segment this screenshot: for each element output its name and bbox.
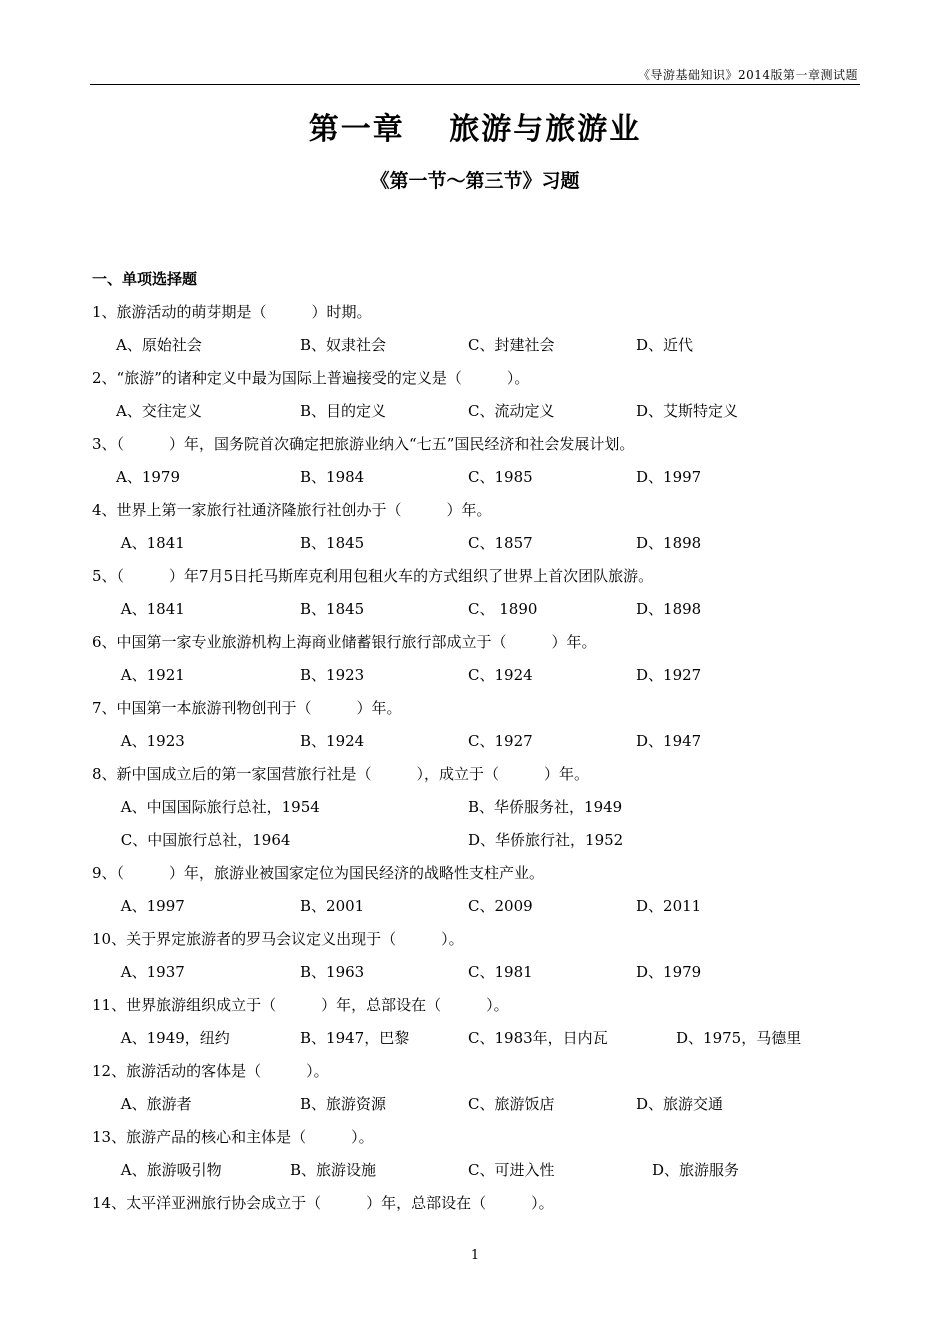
question-stem: 9、（ ）年，旅游业被国家定位为国民经济的战略性支柱产业。 xyxy=(92,864,545,882)
answer-option: C、流动定义 xyxy=(468,402,555,420)
answer-option: C、1924 xyxy=(468,666,533,684)
answer-option: D、1975，马德里 xyxy=(676,1029,802,1047)
answer-option: A、原始社会 xyxy=(116,336,202,354)
answer-option: D、旅游交通 xyxy=(636,1095,724,1113)
answer-option: B、1845 xyxy=(300,534,365,552)
option-row xyxy=(92,593,862,626)
answer-option: A、旅游者 xyxy=(116,1095,192,1113)
question-stem: 11、世界旅游组织成立于（ ）年，总部设在（ ）。 xyxy=(92,996,509,1014)
answer-option: B、目的定义 xyxy=(300,402,387,420)
option-row xyxy=(92,890,862,923)
question-item xyxy=(92,560,862,626)
answer-option: B、2001 xyxy=(300,897,365,915)
answer-option: B、奴隶社会 xyxy=(300,336,387,354)
option-row xyxy=(92,461,862,494)
question-item xyxy=(92,1055,862,1121)
question-stem: 4、世界上第一家旅行社通济隆旅行社创办于（ ）年。 xyxy=(92,501,492,519)
answer-option: B、旅游资源 xyxy=(300,1095,387,1113)
answer-option: D、1898 xyxy=(636,534,702,552)
question-item xyxy=(92,1121,862,1187)
question-item xyxy=(92,857,862,923)
running-header: 《导游基础知识》2014版第一章测试题 xyxy=(637,68,858,82)
option-row xyxy=(92,725,862,758)
answer-option: D、1979 xyxy=(636,963,702,981)
answer-option: D、1947 xyxy=(636,732,702,750)
answer-option: C、中国旅行总社，1964 xyxy=(116,831,291,849)
answer-option: B、1984 xyxy=(300,468,365,486)
part-heading: 一、单项选择题 xyxy=(92,270,198,288)
question-item xyxy=(92,1187,862,1220)
answer-option: C、 1890 xyxy=(468,600,538,618)
question-item xyxy=(92,296,862,362)
answer-option: A、1923 xyxy=(116,732,185,750)
answer-option: C、1981 xyxy=(468,963,533,981)
question-stem: 5、（ ）年7月5日托马斯库克利用包租火车的方式组织了世界上首次团队旅游。 xyxy=(92,567,654,585)
answer-option: B、1947，巴黎 xyxy=(300,1029,410,1047)
answer-option: C、2009 xyxy=(468,897,533,915)
question-stem: 14、太平洋亚洲旅行协会成立于（ ）年，总部设在（ ）。 xyxy=(92,1194,554,1212)
option-row xyxy=(92,1088,862,1121)
answer-option: A、1979 xyxy=(116,468,181,486)
answer-option: D、2011 xyxy=(636,897,702,915)
question-stem: 8、新中国成立后的第一家国营旅行社是（ ），成立于（ ）年。 xyxy=(92,765,590,783)
option-row xyxy=(92,527,862,560)
option-row xyxy=(92,1022,862,1055)
question-stem: 3、（ ）年，国务院首次确定把旅游业纳入“七五”国民经济和社会发展计划。 xyxy=(92,435,635,453)
answer-option: C、可进入性 xyxy=(468,1161,555,1179)
answer-option: A、1997 xyxy=(116,897,185,915)
question-stem: 12、旅游活动的客体是（ ）。 xyxy=(92,1062,329,1080)
option-row xyxy=(92,395,862,428)
answer-option: C、1983年，日内瓦 xyxy=(468,1029,608,1047)
answer-option: D、1997 xyxy=(636,468,702,486)
answer-option: B、华侨服务社，1949 xyxy=(468,798,623,816)
answer-option: D、华侨旅行社，1952 xyxy=(468,831,624,849)
answer-option: B、1845 xyxy=(300,600,365,618)
answer-option: D、旅游服务 xyxy=(652,1161,740,1179)
question-stem: 6、中国第一家专业旅游机构上海商业储蓄银行旅行部成立于（ ）年。 xyxy=(92,633,597,651)
option-row xyxy=(92,329,862,362)
question-item xyxy=(92,626,862,692)
option-row xyxy=(92,1154,862,1187)
question-stem: 10、关于界定旅游者的罗马会议定义出现于（ ）。 xyxy=(92,930,464,948)
answer-option: D、近代 xyxy=(636,336,694,354)
chapter-title: 第一章 旅游与旅游业 xyxy=(308,112,642,147)
question-item xyxy=(92,989,862,1055)
answer-option: B、1924 xyxy=(300,732,365,750)
option-row xyxy=(92,824,862,857)
question-item xyxy=(92,692,862,758)
answer-option: D、艾斯特定义 xyxy=(636,402,739,420)
answer-option: B、1963 xyxy=(300,963,365,981)
answer-option: A、1949，纽约 xyxy=(116,1029,230,1047)
answer-option: C、旅游饭店 xyxy=(468,1095,555,1113)
question-item xyxy=(92,362,862,428)
header-rule xyxy=(90,84,860,85)
option-row xyxy=(92,956,862,989)
section-title: 《第一节～第三节》习题 xyxy=(370,170,580,192)
question-stem: 13、旅游产品的核心和主体是（ ）。 xyxy=(92,1128,374,1146)
question-item xyxy=(92,494,862,560)
question-item xyxy=(92,428,862,494)
answer-option: C、封建社会 xyxy=(468,336,555,354)
question-stem: 7、中国第一本旅游刊物创刊于（ ）年。 xyxy=(92,699,402,717)
answer-option: A、1921 xyxy=(116,666,185,684)
page-number: 1 xyxy=(470,1248,480,1263)
answer-option: B、旅游设施 xyxy=(290,1161,377,1179)
option-row xyxy=(92,659,862,692)
answer-option: C、1927 xyxy=(468,732,533,750)
question-item xyxy=(92,923,862,989)
answer-option: B、1923 xyxy=(300,666,365,684)
answer-option: D、1927 xyxy=(636,666,702,684)
answer-option: A、交往定义 xyxy=(116,402,202,420)
answer-option: D、1898 xyxy=(636,600,702,618)
answer-option: A、1841 xyxy=(116,534,185,552)
question-item xyxy=(92,758,862,857)
question-stem: 1、旅游活动的萌芽期是（ ）时期。 xyxy=(92,303,372,321)
answer-option: A、1937 xyxy=(116,963,185,981)
question-list xyxy=(92,296,862,1220)
answer-option: C、1857 xyxy=(468,534,533,552)
answer-option: A、1841 xyxy=(116,600,185,618)
question-stem: 2、“旅游”的诸种定义中最为国际上普遍接受的定义是（ ）。 xyxy=(92,369,530,387)
answer-option: C、1985 xyxy=(468,468,533,486)
option-row xyxy=(92,791,862,824)
answer-option: A、旅游吸引物 xyxy=(116,1161,222,1179)
answer-option: A、中国国际旅行总社，1954 xyxy=(116,798,320,816)
